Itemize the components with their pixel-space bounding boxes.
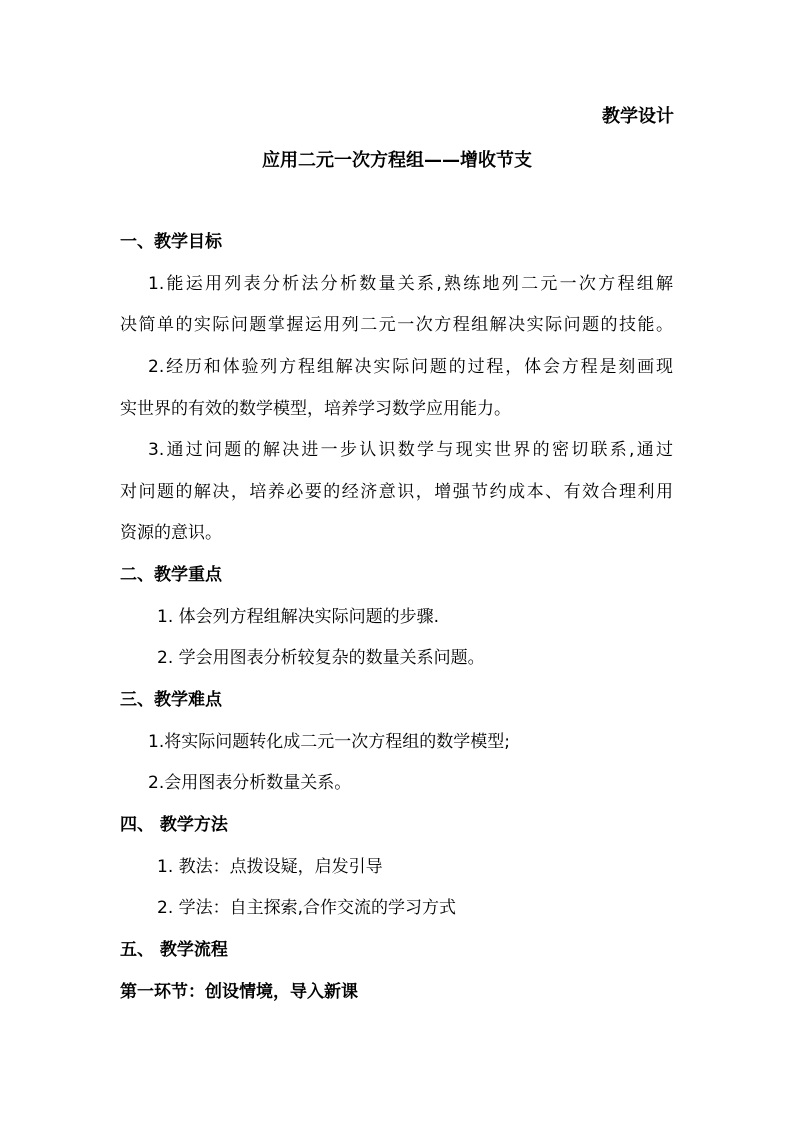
section-heading-methods: 四、 教学方法 [120, 815, 228, 835]
objective-1-line-2: 决简单的实际问题掌握运用列二元一次方程组解决实际问题的技能。 [120, 315, 673, 335]
section-heading-difficulties: 三、教学难点 [120, 690, 222, 710]
key-point-item-2: 2. 学会用图表分析较复杂的数量关系问题。 [157, 648, 485, 668]
method-item-2: 2. 学法：自主探索,合作交流的学习方式 [157, 898, 457, 918]
section-heading-process: 五、 教学流程 [120, 940, 228, 960]
document-title: 应用二元一次方程组——增收节支 [262, 150, 532, 171]
method-item-1: 1. 教法：点拨设疑，启发引导 [157, 857, 383, 877]
document-type-label: 教学设计 [602, 106, 674, 127]
objective-3-line-3: 资源的意识。 [120, 523, 222, 543]
difficulty-item-1: 1.将实际问题转化成二元一次方程组的数学模型; [148, 732, 510, 752]
section-heading-key-points: 二、教学重点 [120, 565, 222, 585]
objective-3-line-1: 3.通过问题的解决进一步认识数学与现实世界的密切联系,通过 [148, 440, 673, 460]
difficulty-item-2: 2.会用图表分析数量关系。 [148, 773, 352, 793]
section-heading-objectives: 一、教学目标 [120, 232, 222, 252]
objective-3-line-2: 对问题的解决，培养必要的经济意识，增强节约成本、有效合理利用 [120, 482, 673, 502]
objective-2-line-2: 实世界的有效的数学模型，培养学习数学应用能力。 [120, 399, 511, 419]
objective-2-line-1: 2.经历和体验列方程组解决实际问题的过程，体会方程是刻画现 [148, 357, 673, 377]
key-point-item-1: 1. 体会列方程组解决实际问题的步骤. [157, 607, 440, 627]
process-step-1-heading: 第一环节：创设情境，导入新课 [120, 982, 358, 1002]
objective-1-line-1: 1.能运用列表分析法分析数量关系,熟练地列二元一次方程组解 [148, 274, 673, 294]
